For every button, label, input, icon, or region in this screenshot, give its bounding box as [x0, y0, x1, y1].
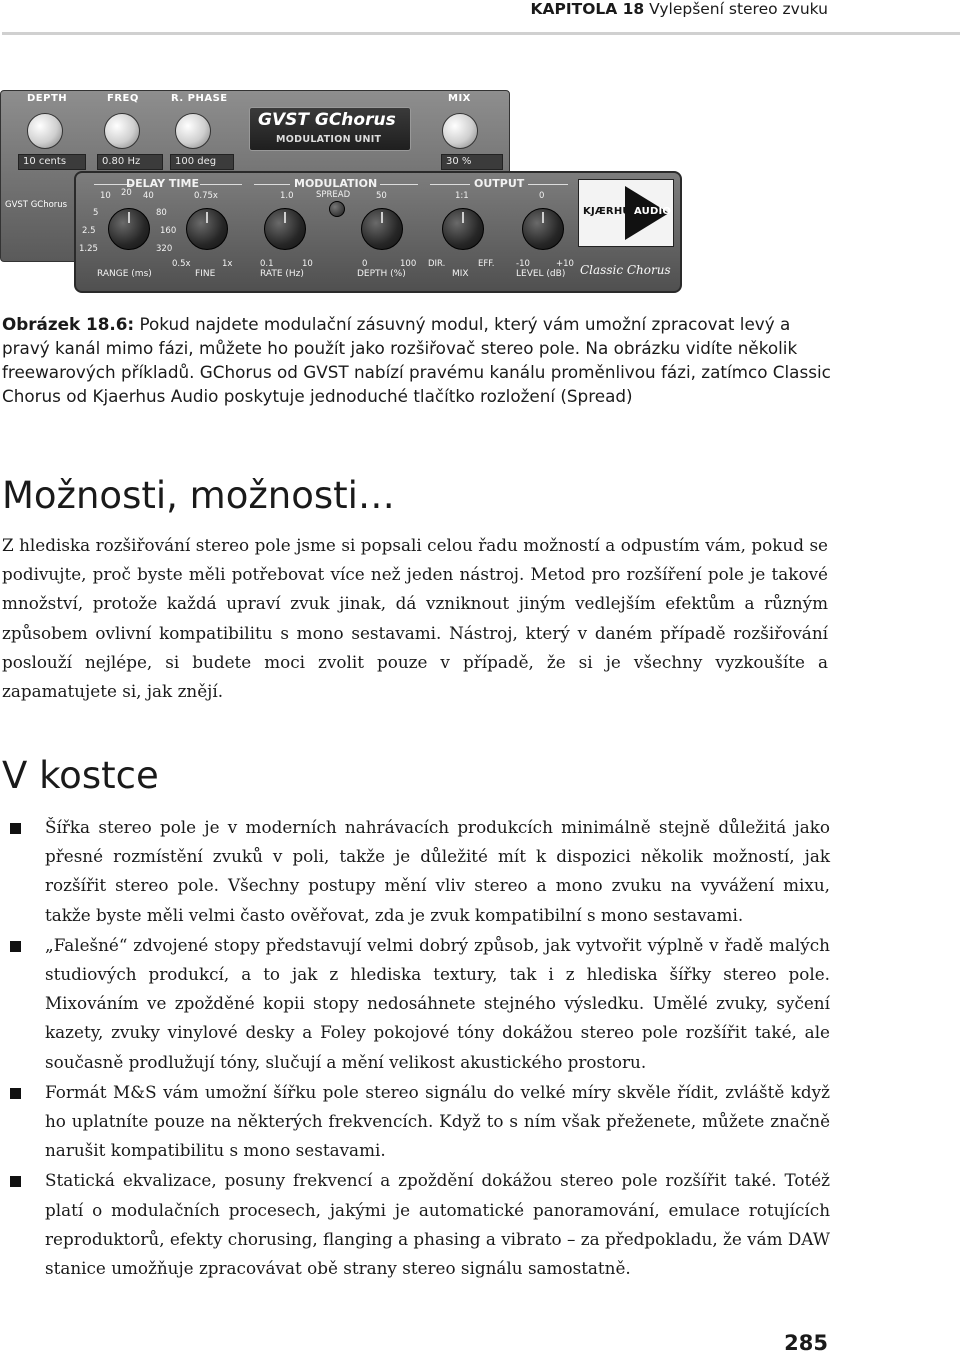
page-number: 285	[784, 1331, 828, 1355]
bullet-square-icon	[10, 1176, 21, 1187]
bullet-square-icon	[10, 941, 21, 952]
list-item	[0, 813, 830, 930]
fine-tick-1x: 1x	[222, 259, 233, 269]
list-item	[0, 931, 830, 1077]
range-label: RANGE (ms)	[97, 269, 152, 279]
bullet-square-icon	[10, 1088, 21, 1099]
rate-tick-10: 10	[302, 259, 313, 269]
fine-label: FINE	[195, 269, 216, 279]
list-item-text: Statická ekvalizace, posuny frekvencí a zpoždění dokážou stereo pole rozšířit také. Totéž platí o modulačních procesech, jakými je automatické panoramování, emulace rotujících reproduktorů, efekty chorusing, flanging a phasing a vibrato – za předpokladu, že vám DAW stanice umožňuje zpracovávat obě strany stereo signálu samostatně.	[45, 1170, 830, 1279]
modulation-section-line-left	[254, 184, 290, 185]
mix-tick-dir: DIR.	[428, 259, 446, 269]
fine-tick-0-75x: 0.75x	[194, 191, 218, 201]
range-knob[interactable]	[108, 208, 150, 250]
kjaerhus-classic-chorus-panel	[74, 171, 682, 293]
section-output: OUTPUT	[474, 177, 525, 190]
chapter-label: KAPITOLA 18	[530, 0, 645, 18]
fine-tick-0-5x: 0.5x	[172, 259, 191, 269]
level-tick-plus10: +10	[556, 259, 574, 269]
list-item	[0, 1078, 830, 1166]
figure-caption-label: Obrázek 18.6:	[2, 314, 135, 334]
range-tick-160: 160	[160, 226, 177, 236]
gvst-mix-knob[interactable]	[442, 113, 478, 149]
list-item	[0, 1166, 830, 1283]
mix-tick-eff: EFF.	[478, 259, 495, 269]
level-tick-minus10: -10	[516, 259, 530, 269]
spread-button[interactable]	[329, 201, 345, 217]
range-tick-1-25: 1.25	[79, 244, 98, 254]
gvst-rphase-readout: 100 deg	[170, 154, 234, 170]
kjaerhus-logo-audio: AUDIO	[634, 206, 672, 217]
list-item-text: Šířka stereo pole je v moderních nahrávacích produkcích minimálně stejně důležitá jako přesné rozmístění zvuků v poli, takže je důležité mít k dispozici několik možností, jak rozšířit stereo pole. Všechny postupy mění vliv stereo a mono zvuku na vyvážení mixu, takže byste měli velmi často ověřovat, zda je zvuk kompatibilní s mono sestavami.	[45, 817, 830, 925]
range-tick-10: 10	[100, 191, 111, 201]
section-delay-time: DELAY TIME	[126, 177, 199, 190]
gvst-mix-readout: 30 %	[441, 154, 503, 170]
gvst-logo	[249, 107, 411, 151]
modulation-section-line-right	[380, 184, 418, 185]
rate-tick-1-0: 1.0	[280, 191, 294, 201]
gvst-freq-knob[interactable]	[104, 113, 140, 149]
range-tick-320: 320	[156, 244, 173, 254]
depth-knob[interactable]	[361, 208, 403, 250]
gvst-depth-knob[interactable]	[27, 113, 63, 149]
output-section-line-right	[528, 184, 568, 185]
range-tick-5: 5	[93, 208, 99, 218]
range-tick-20: 20	[121, 188, 132, 198]
depth-tick-50: 50	[376, 191, 387, 201]
rate-label: RATE (Hz)	[260, 269, 304, 279]
list-item-text: Formát M&S vám umožní šířku pole stereo signálu do velké míry skvěle řídit, zvláště když ho uplatníte pouze na některých frekvencích. Když to s ním však přeženete, můžete značně narušit kompatibilitu s mono sestavami.	[45, 1081, 830, 1161]
gvst-name-tag: GVST GChorus	[5, 200, 68, 210]
gvst-brand: GVST GChorus	[258, 110, 396, 130]
paragraph-moznosti: Z hlediska rozšiřování stereo pole jsme si popsali celou řadu možností a odpustím vám, pokud se podivujte, proč byste měli potřebovat více než jeden nástroj. Metod pro rozšíření pole je takové množství, protože každá upraví zvuk jinak, dá vzniknout jiným vedlejším efektům a různým způsobem ovlivní kompatibilitu s mono sestavami. Nástroj, který v daném případě rozšiřování poslouží nejlépe, si budete moci zvolit pouze v případě, že si je všechny vyzkoušíte a zapamatujete si, jak znějí.	[2, 535, 828, 702]
gvst-freq-readout: 0.80 Hz	[97, 154, 163, 170]
rate-knob[interactable]	[264, 208, 306, 250]
list-item-text: „Falešné“ zdvojené stopy představují velmi dobrý způsob, jak vytvořit výplně v řadě malých studiových produkcí, a to jak z hlediska textury, tak i z hlediska šířky stereo pole. Mixováním ve zpožděné kopii stopy nedosáhnete stejného výsledku. Umělé zvuky, syčení kazety, zvuky vinylové desky a Foley pokojové tóny dokážou stereo pole rozšířit také, ale současně prodlužují tóny, slučují a mění velikost akustického prostoru.	[45, 934, 830, 1072]
depth-label: DEPTH (%)	[357, 269, 406, 279]
bullet-square-icon	[10, 823, 21, 834]
gvst-caption-mix: MIX	[448, 93, 471, 104]
range-tick-40: 40	[143, 191, 154, 201]
figure-plugins	[0, 85, 700, 300]
mix-knob[interactable]	[442, 208, 484, 250]
depth-tick-0: 0	[362, 259, 368, 269]
output-section-line-left	[430, 184, 470, 185]
gvst-unit-label: MODULATION UNIT	[276, 134, 382, 145]
figure-caption	[2, 312, 842, 408]
depth-tick-100: 100	[400, 259, 417, 269]
heading-v-kostce: V kostce	[2, 754, 159, 797]
heading-moznosti: Možnosti, možnosti…	[2, 474, 395, 517]
level-tick-0: 0	[539, 191, 545, 201]
gvst-caption-rphase: R. PHASE	[171, 93, 228, 104]
gvst-depth-readout: 10 cents	[18, 154, 86, 170]
classic-chorus-script: Classic Chorus	[580, 263, 671, 277]
chapter-title: Vylepšení stereo zvuku	[649, 0, 828, 18]
range-tick-80: 80	[156, 208, 167, 218]
rate-tick-0-1: 0.1	[260, 259, 274, 269]
level-label: LEVEL (dB)	[516, 269, 566, 279]
section-modulation: MODULATION	[294, 177, 378, 190]
mix-tick-1-1: 1:1	[455, 191, 469, 201]
kjaerhus-logo	[578, 179, 674, 247]
delay-section-line-right	[200, 184, 242, 185]
kjaerhus-logo-text: KJÆRHUS	[583, 206, 639, 217]
running-head-text	[530, 0, 828, 18]
summary-list	[0, 813, 830, 1284]
header-rule	[2, 32, 960, 35]
running-head	[0, 0, 960, 36]
mix-label: MIX	[452, 269, 469, 279]
gvst-caption-depth: DEPTH	[27, 93, 68, 104]
spread-label: SPREAD	[316, 190, 351, 200]
level-knob[interactable]	[522, 208, 564, 250]
fine-knob[interactable]	[186, 208, 228, 250]
gvst-caption-freq: FREQ	[107, 93, 139, 104]
gvst-rphase-knob[interactable]	[175, 113, 211, 149]
figure-caption-text: Pokud najdete modulační zásuvný modul, který vám umožní zpracovat levý a pravý kanál mimo fázi, můžete ho použít jako rozšiřovač stereo pole. Na obrázku vidíte několik freewarových příkladů. GChorus od GVST nabízí pravému kanálu proměnlivou fázi, zatímco Classic Chorus od Kjaerhus Audio poskytuje jednoduché tlačítko rozložení (Spread)	[2, 314, 831, 406]
range-tick-2-5: 2.5	[82, 226, 96, 236]
